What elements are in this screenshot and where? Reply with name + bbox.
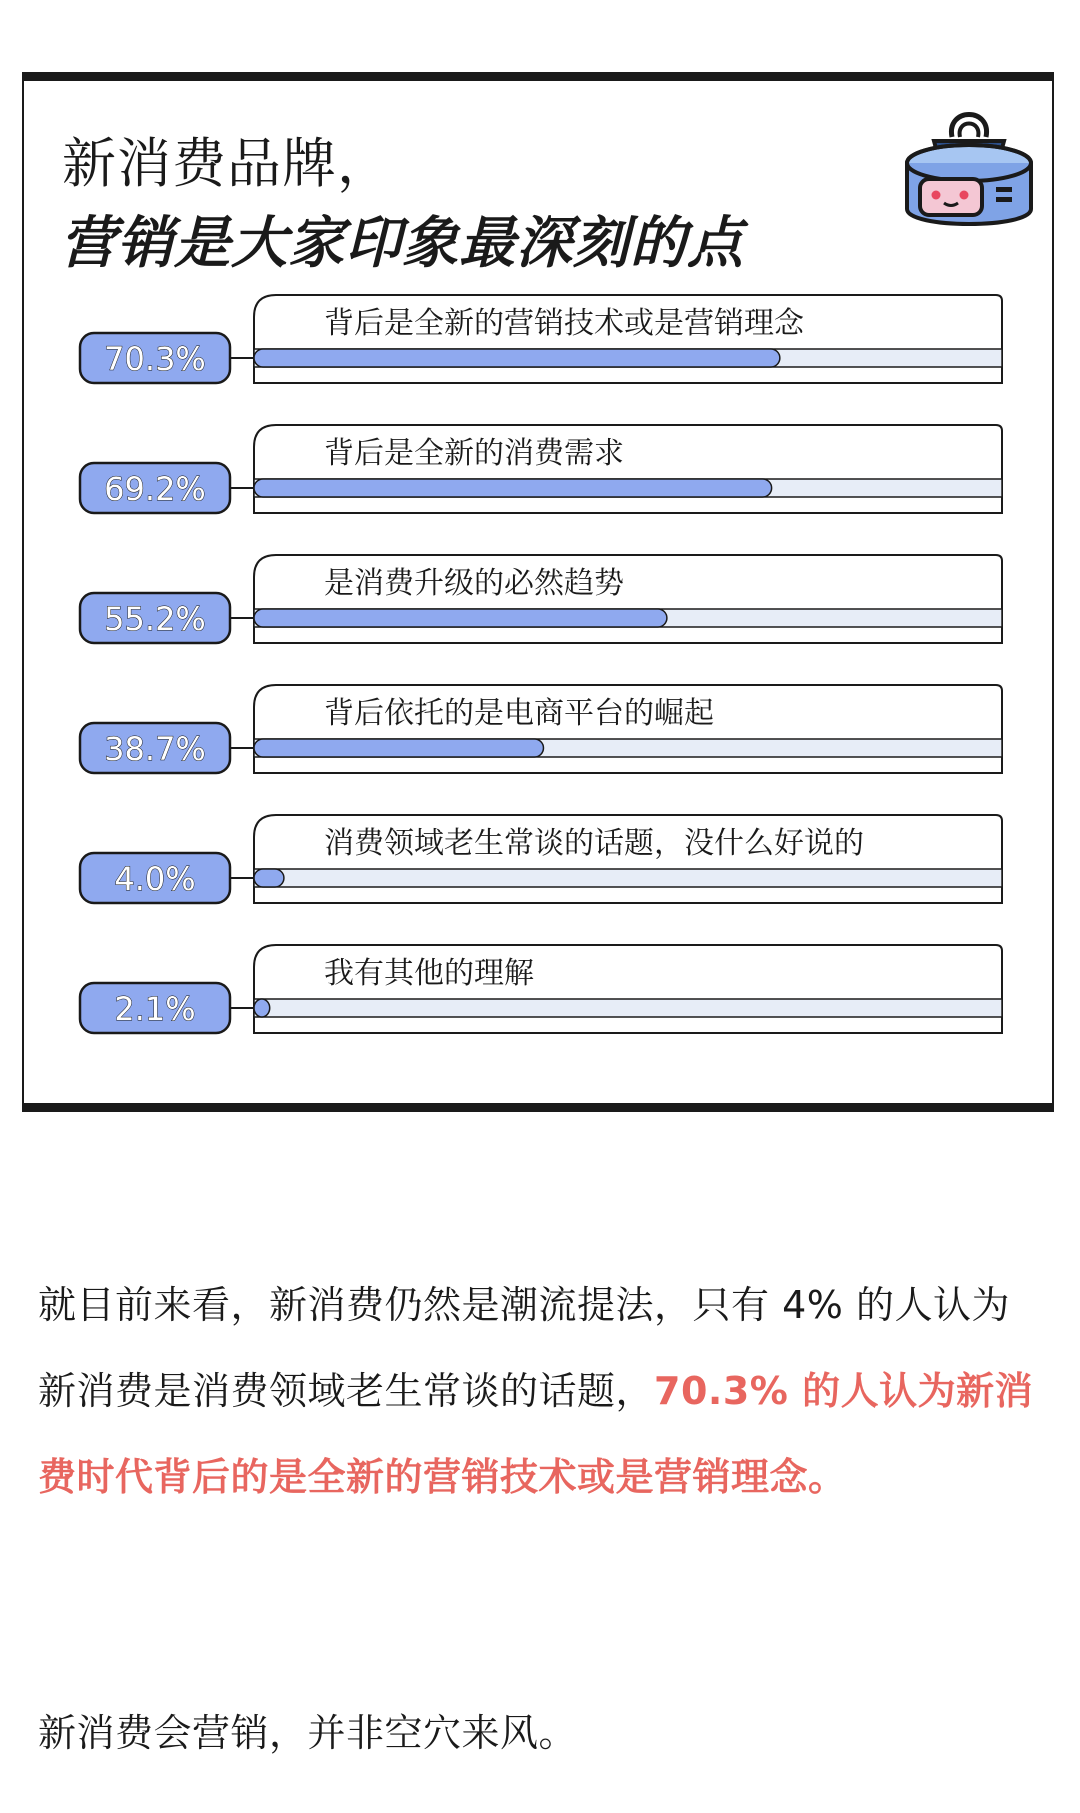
category-label: 是消费升级的必然趋势 [324,566,624,601]
value-label: 69.2% [104,470,206,508]
bar-track [254,999,1002,1017]
category-label: 我有其他的理解 [324,956,534,991]
category-label: 背后是全新的营销技术或是营销理念 [324,306,804,341]
category-label: 消费领域老生常谈的话题，没什么好说的 [324,826,864,861]
value-label: 2.1% [114,990,196,1028]
bar [254,999,270,1017]
chart-title-line2: 营销是大家印象最深刻的点 [60,211,744,276]
paragraph-2: 新消费会营销，并非空穴来风。 [38,1711,578,1755]
value-label: 38.7% [104,730,206,768]
bar [254,739,543,757]
bar [254,869,284,887]
category-label: 背后依托的是电商平台的崛起 [324,696,714,731]
value-label: 4.0% [114,860,196,898]
bar [254,479,772,497]
chart-title-line1: 新消费品牌， [62,132,392,195]
bar [254,609,667,627]
bar-chart [24,81,1052,1103]
paragraph-1-plain: 就目前来看，新消费仍然是潮流提法，只有 4% 的人认为新消费是消费领域老生常谈的话题， [38,1283,1010,1413]
value-label: 55.2% [104,600,206,638]
paragraph-1 [38,1262,1048,1520]
chart-card [22,72,1054,1112]
bar [254,349,780,367]
paragraph-1-highlight: 70.3% 的人认为新消费时代背后的是全新的营销技术或是营销理念。 [38,1369,1034,1499]
value-label: 70.3% [104,340,206,378]
category-label: 背后是全新的消费需求 [324,436,624,471]
bar-track [254,869,1002,887]
